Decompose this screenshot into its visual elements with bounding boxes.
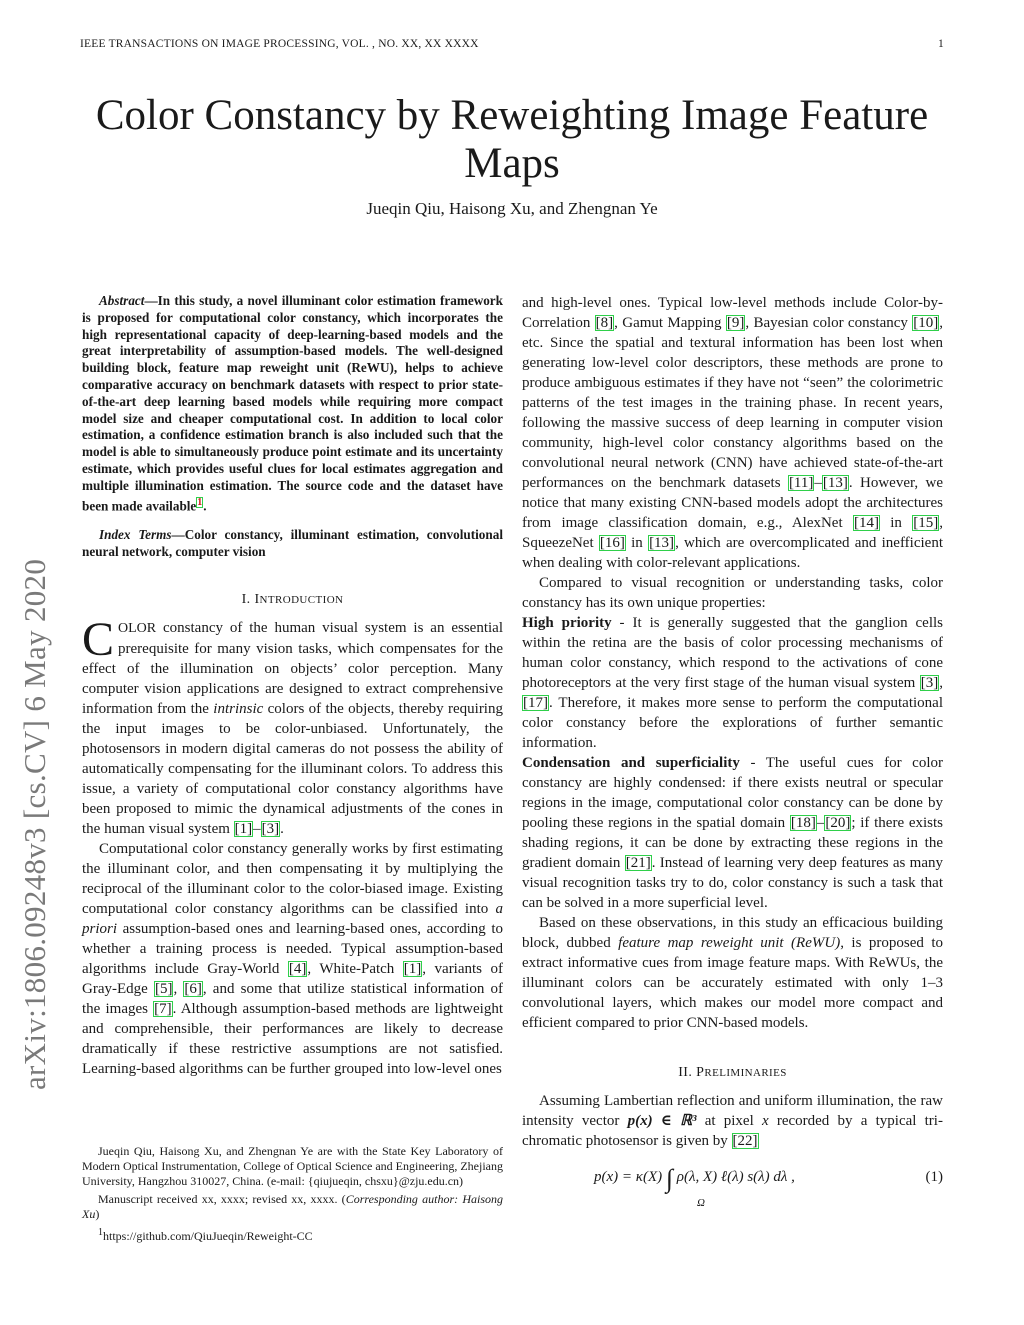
paragraph xyxy=(522,293,943,573)
section-rest: NTRODUCTION xyxy=(259,594,344,607)
index-terms xyxy=(82,527,503,561)
equation-number: (1) xyxy=(925,1169,943,1185)
text: ) xyxy=(95,1207,100,1221)
abstract-end: . xyxy=(203,497,207,513)
citation-link[interactable]: [16] xyxy=(599,535,625,551)
section-initial: I xyxy=(254,592,260,608)
footnote-link[interactable]: 1 xyxy=(197,496,203,508)
integral-domain: Ω xyxy=(697,1197,705,1209)
left-column xyxy=(82,293,503,1079)
bold-label: Condensation and superficiality xyxy=(522,755,740,771)
citation-link[interactable]: [4] xyxy=(288,961,307,978)
intro-paragraph-1 xyxy=(82,613,503,839)
citation-link[interactable]: [17] xyxy=(523,695,548,711)
citation-link[interactable]: [7] xyxy=(154,1001,172,1018)
text: , xyxy=(173,981,184,998)
text: , and some that utilize statistical information of the images xyxy=(82,981,504,1018)
integral-symbol: ∫ xyxy=(665,1164,673,1193)
text: in xyxy=(625,535,649,551)
arxiv-stamp: arXiv:1806.09248v3 [cs.CV] 6 May 2020 xyxy=(17,558,52,1090)
italic-text: Corresponding author: Haisong Xu xyxy=(82,1192,503,1221)
text: , xyxy=(939,675,943,691)
citation-link[interactable]: [20] xyxy=(825,815,851,831)
footnote-url xyxy=(82,1225,503,1244)
drop-cap: C xyxy=(82,613,115,667)
property-condensation xyxy=(522,753,943,913)
bold-label: High priority xyxy=(522,615,612,631)
text: at pixel xyxy=(696,1113,762,1129)
section-rest: RELIMINARIES xyxy=(704,1067,787,1079)
text: ; if there exists shading regions, it can be done by extracting these regions in the gradient domain xyxy=(522,815,943,871)
paragraph xyxy=(522,1091,943,1151)
text: and high-level ones. Typical low-level methods include Color-by-Correlation xyxy=(522,295,943,331)
math-inline: p(x) ∈ ℝ³ xyxy=(627,1113,697,1129)
citation-link[interactable]: [13] xyxy=(649,535,675,551)
footnote-manuscript xyxy=(82,1192,503,1222)
text: recorded by a typical tri-chromatic photosensor is given by xyxy=(522,1113,943,1149)
text: Manuscript received xx, xxxx; revised xx, xxxx. ( xyxy=(98,1192,346,1206)
abstract xyxy=(82,293,503,515)
citation-link[interactable]: [18] xyxy=(790,815,816,831)
equation-body xyxy=(594,1164,795,1193)
text: Assuming Lambertian reflection and uniform illumination, the raw intensity vector xyxy=(522,1093,943,1129)
intro-italic: intrinsic xyxy=(213,701,264,718)
citation-link[interactable]: [6] xyxy=(184,981,202,998)
text: . However, we notice that many existing CNN-based models adopt the architectures from image classification domain, e.g., AlexNet xyxy=(522,475,943,531)
citation-link[interactable]: [14] xyxy=(853,515,879,531)
text: , which are overcomplicated and inefficient when dealing with color-relevant applications. xyxy=(522,535,943,571)
footnotes xyxy=(82,1144,503,1247)
abstract-label: Abstract xyxy=(99,293,145,308)
citation-link[interactable]: [21] xyxy=(625,855,651,871)
section-heading-preliminaries xyxy=(522,1063,943,1083)
index-terms-text: —Color constancy, illuminant estimation, convolutional neural network, computer vision xyxy=(82,526,503,559)
equation-1 xyxy=(522,1161,943,1209)
text: - It is generally suggested that the ganglion cells within the retina are the basis of color processing mechanisms of human color constancy, which respond to the activations of cone photoreceptors at the very first stage of the human visual system xyxy=(522,615,943,691)
citation-link[interactable]: [22] xyxy=(732,1133,758,1149)
right-column xyxy=(522,293,943,1209)
text: , White-Patch xyxy=(307,961,403,978)
dash: – xyxy=(253,821,261,838)
text: Based on these observations, in this study an efficacious building block, dubbed xyxy=(522,915,943,951)
paragraph: Compared to visual recognition or understanding tasks, color constancy has its own unique properties: xyxy=(522,575,943,611)
section-heading-introduction xyxy=(82,590,503,610)
text: - The useful cues for color constancy are highly condensed: if there exists neutral or specular regions in the image, computational color constancy can be done by pooling these regions in the spatial domain xyxy=(522,755,943,831)
footnote-number: 1 xyxy=(98,1227,103,1238)
paper-title: Color Constancy by Reweighting Image Feature Maps xyxy=(95,92,929,187)
italic-text: a priori xyxy=(82,901,503,938)
citation-link[interactable]: [3] xyxy=(261,821,280,838)
text: assumption-based ones and learning-based ones, according to whether a training process is needed. Typical assumption-based algorithms include Gray-World xyxy=(82,921,503,978)
abstract-text: —In this study, a novel illuminant color estimation framework is proposed for computational color constancy, which incorporates the high representational capacity of deep-learning-based models and the great interpretability of assumption-based models. The well-designed building block, feature map reweight unit (ReWU), helps to achieve comparative accuracy on benchmark datasets with respect to prior state-of-the-art deep learning based models while requiring more compact model size and cheaper computational cost. In addition to local color estimation, a confidence estimation branch is also included such that the model is able to simultaneously produce point estimate and its uncertainty estimate, which provides useful clues for local estimates aggregation and multiple illumination estimation. The source code and the dataset have been made available xyxy=(82,293,503,513)
text: , etc. Since the spatial and textural information has been lost when generating low-level color descriptors, these methods are prone to produce ambiguous estimates if they have not “seen” the colorimetric patterns of the test images in the training phase. In recent years, following the massive success of deep learning in computer vision community, high-level color constancy algorithms based on the convolutional neural network (CNN) have achieved state-of-the-art performances on the benchmark datasets xyxy=(522,315,943,491)
text: in xyxy=(879,515,913,531)
section-numeral: I. xyxy=(241,592,251,608)
intro-lead-word: OLOR xyxy=(118,621,157,637)
text: . Although assumption-based methods are lightweight and comprehensible, their performances are likely to decrease dramatically if these restrictive assumptions are not satisfied. Learning-based algorithms can be further grouped into low-level ones xyxy=(82,1001,503,1078)
equation-lhs: p(x) = κ(X) xyxy=(594,1169,666,1185)
citation-link[interactable]: [3] xyxy=(920,675,939,691)
text: , Gamut Mapping xyxy=(614,315,726,331)
journal-name: IEEE TRANSACTIONS ON IMAGE PROCESSING, VOL. , NO. XX, XX XXXX xyxy=(80,38,479,50)
intro-text-b: colors of the objects, thereby requiring the input images to be color-unbiased. Unfortunately, the photosensors in modern digital cameras do not possess the ability of automatically compensating for the illuminant colors. To address this issue, a variety of computational color constancy algorithms have been proposed to mimic the dynamical adjustments of the cones in the human visual system xyxy=(82,701,503,838)
text: , variants of Gray-Edge xyxy=(82,961,503,998)
footnote-affiliation: Jueqin Qiu, Haisong Xu, and Zhengnan Ye are with the State Key Laboratory of Modern Optical Instrumentation, College of Optical Science and Engineering, Zhejiang University, Hangzhou 310027, China. (e-mail: {qiujueqin, chsxu}@zju.edu.cn) xyxy=(82,1144,503,1188)
equation-rhs: ρ(λ, X) ℓ(λ) s(λ) dλ , xyxy=(673,1169,795,1185)
author-list: Jueqin Qiu, Haisong Xu, and Zhengnan Ye xyxy=(366,199,658,218)
citation-link[interactable]: [10] xyxy=(913,315,939,331)
citation-link[interactable]: [1] xyxy=(403,961,422,978)
period: . xyxy=(280,821,284,838)
text: , SqueezeNet xyxy=(522,515,943,551)
text: Computational color constancy generally works by first estimating the illuminant color, and then compensating it by multiplying the reciprocal of the illuminant color to the color-biased image. Existing computational color constancy algorithms can be classified into xyxy=(82,841,503,918)
citation-link[interactable]: [15] xyxy=(913,515,939,531)
dash: – xyxy=(816,815,825,831)
citation-link[interactable]: [1] xyxy=(234,821,253,838)
text: . Therefore, it makes more sense to perform the computational color constancy before the explorations of further semantic information. xyxy=(522,695,943,751)
property-high-priority xyxy=(522,613,943,753)
math-inline: x xyxy=(761,1113,769,1129)
dash: – xyxy=(814,475,822,491)
url-link[interactable]: https://github.com/QiuJueqin/Reweight-CC xyxy=(103,1229,313,1243)
citation-link[interactable]: [5] xyxy=(154,981,173,998)
page-number: 1 xyxy=(938,38,944,50)
citation-link[interactable]: [11] xyxy=(788,475,814,491)
intro-paragraph-2 xyxy=(82,839,503,1079)
citation-link[interactable]: [9] xyxy=(726,315,745,331)
citation-link[interactable]: [8] xyxy=(595,315,614,331)
section-initial: P xyxy=(696,1065,705,1080)
index-terms-label: Index Terms xyxy=(99,526,172,542)
italic-text: feature map reweight unit (ReWU) xyxy=(618,935,841,951)
paragraph xyxy=(522,913,943,1033)
text: , is proposed to extract informative cues from image feature maps. With ReWUs, the illuminant colors can be accurately estimated with only 1–3 convolutional layers, which makes our model more compact and efficient compared to prior CNN-based models. xyxy=(522,935,944,1031)
section-numeral: II. xyxy=(678,1065,693,1080)
running-header xyxy=(80,38,944,56)
text: , Bayesian color constancy xyxy=(745,315,913,331)
intro-text-a: constancy of the human visual system is an essential prerequisite for many vision tasks, which compensates for the effect of the illumination on objects’ color perception. Many computer vision applications are designed to extract comprehensive information from the xyxy=(82,620,503,718)
citation-link[interactable]: [13] xyxy=(822,475,848,491)
text: . Instead of learning very deep features as many visual recognition tasks try to do, color constancy is such a task that can be solved in a more superficial level. xyxy=(522,855,943,911)
